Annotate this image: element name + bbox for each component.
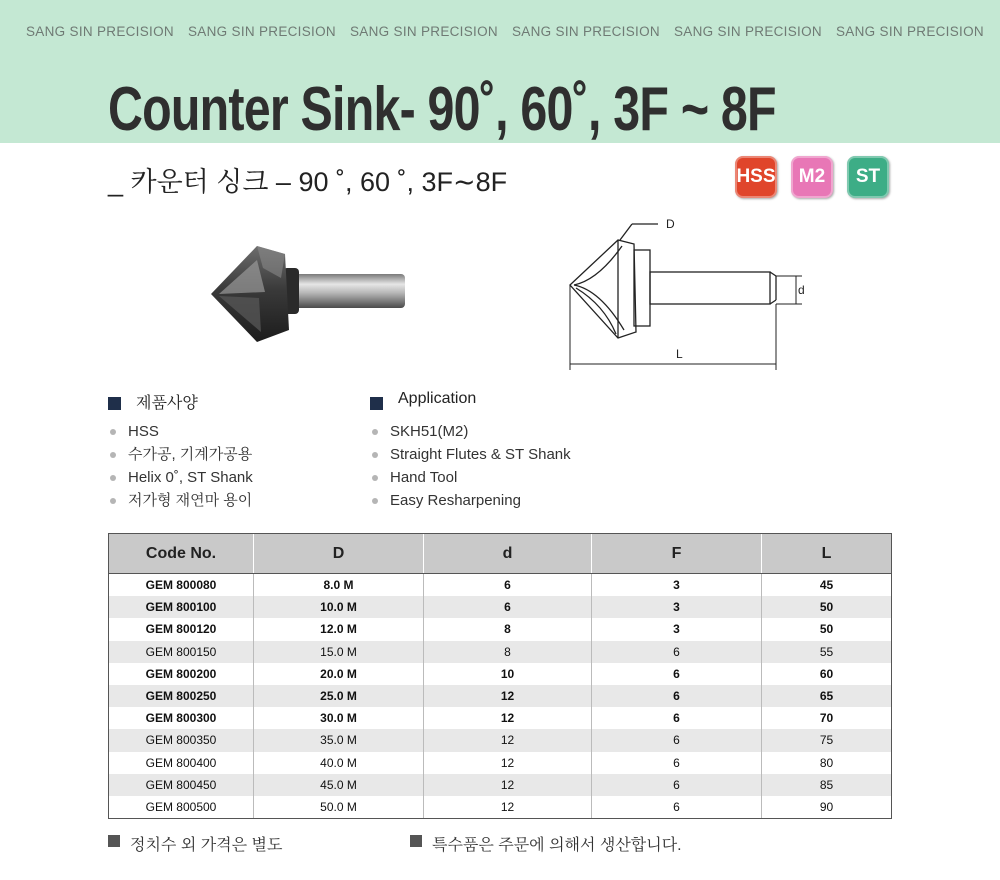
d-cell: 15.0 M: [254, 641, 424, 663]
d-cell: 12.0 M: [254, 618, 424, 640]
list-item: SKH51(M2): [370, 420, 571, 443]
list-item: Helix 0˚, ST Shank: [108, 466, 253, 489]
application-heading: Application: [398, 390, 477, 407]
brand-text: SANG SIN PRECISION: [836, 24, 984, 39]
flutes-cell: 3: [592, 596, 762, 618]
table-row: [109, 663, 892, 685]
st-badge: ST: [847, 156, 889, 198]
length-cell: 55: [762, 641, 892, 663]
spec-table: [108, 533, 892, 819]
brand-text: SANG SIN PRECISION: [512, 24, 660, 39]
shank-cell: 12: [424, 685, 592, 707]
hss-badge: HSS: [735, 156, 777, 198]
table-row: [109, 796, 892, 819]
code-cell: GEM 800500: [109, 796, 254, 819]
shank-cell: 6: [424, 596, 592, 618]
d-cell: 50.0 M: [254, 796, 424, 819]
note-bullet-square: [108, 835, 120, 847]
length-cell: 70: [762, 707, 892, 729]
table-row: [109, 596, 892, 618]
brand-text: SANG SIN PRECISION: [674, 24, 822, 39]
code-cell: GEM 800250: [109, 685, 254, 707]
shank-cell: 12: [424, 707, 592, 729]
table-row: [109, 685, 892, 707]
code-cell: GEM 800450: [109, 774, 254, 796]
length-cell: 45: [762, 574, 892, 597]
flutes-cell: 3: [592, 574, 762, 597]
d-cell: 8.0 M: [254, 574, 424, 597]
column-header: d: [424, 534, 592, 574]
d-cell: 35.0 M: [254, 729, 424, 751]
code-cell: GEM 800200: [109, 663, 254, 685]
list-item: 수가공, 기계가공용: [108, 443, 253, 466]
specs-list: [108, 420, 253, 512]
brand-text: SANG SIN PRECISION: [188, 24, 336, 39]
shank-cell: 8: [424, 618, 592, 640]
custom-order-note: 특수품은 주문에 의해서 생산합니다.: [432, 837, 682, 854]
table-row: [109, 641, 892, 663]
flutes-cell: 6: [592, 774, 762, 796]
shank-diameter-label: d: [798, 283, 805, 297]
d-cell: 30.0 M: [254, 707, 424, 729]
table-row: [109, 752, 892, 774]
code-cell: GEM 800150: [109, 641, 254, 663]
d-cell: 25.0 M: [254, 685, 424, 707]
code-cell: GEM 800300: [109, 707, 254, 729]
table-row: [109, 729, 892, 751]
column-header: L: [762, 534, 892, 574]
length-label: L: [676, 347, 683, 361]
shank-cell: 12: [424, 774, 592, 796]
length-cell: 85: [762, 774, 892, 796]
flutes-cell: 6: [592, 796, 762, 819]
shank-cell: 12: [424, 752, 592, 774]
shank-cell: 8: [424, 641, 592, 663]
application-list: [370, 420, 571, 512]
specs-bullet-square: [108, 397, 121, 410]
length-cell: 75: [762, 729, 892, 751]
code-cell: GEM 800120: [109, 618, 254, 640]
brand-text: SANG SIN PRECISION: [26, 24, 174, 39]
code-cell: GEM 800400: [109, 752, 254, 774]
flutes-cell: 6: [592, 641, 762, 663]
brand-row: [0, 24, 1000, 42]
d-cell: 45.0 M: [254, 774, 424, 796]
flutes-cell: 6: [592, 685, 762, 707]
brand-text: SANG SIN PRECISION: [350, 24, 498, 39]
list-item: Easy Resharpening: [370, 489, 571, 512]
table-row: [109, 707, 892, 729]
flutes-cell: 6: [592, 729, 762, 751]
length-cell: 60: [762, 663, 892, 685]
code-cell: GEM 800350: [109, 729, 254, 751]
page-subtitle: _ 카운터 싱크 – 90 ˚, 60 ˚, 3F∼8F: [108, 167, 508, 197]
length-cell: 65: [762, 685, 892, 707]
shank-cell: 12: [424, 729, 592, 751]
countersink-diagram: [560, 210, 810, 375]
page-title: Counter Sink- 90˚, 60˚, 3F ~ 8F: [108, 75, 776, 144]
flutes-cell: 6: [592, 752, 762, 774]
table-row: [109, 618, 892, 640]
column-header: F: [592, 534, 762, 574]
list-item: Hand Tool: [370, 466, 571, 489]
column-header: Code No.: [109, 534, 254, 574]
length-cell: 50: [762, 596, 892, 618]
d-cell: 10.0 M: [254, 596, 424, 618]
length-cell: 50: [762, 618, 892, 640]
d-cell: 20.0 M: [254, 663, 424, 685]
shank-cell: 12: [424, 796, 592, 819]
length-cell: 80: [762, 752, 892, 774]
code-cell: GEM 800100: [109, 596, 254, 618]
m2-badge: M2: [791, 156, 833, 198]
shank-cell: 10: [424, 663, 592, 685]
note-bullet-square: [410, 835, 422, 847]
d-leader-line: [620, 224, 632, 240]
specs-heading: 제품사양: [136, 395, 198, 412]
d-cell: 40.0 M: [254, 752, 424, 774]
list-item: HSS: [108, 420, 253, 443]
price-note: 정치수 외 가격은 별도: [130, 837, 283, 854]
table-row: [109, 774, 892, 796]
list-item: 저가형 재연마 용이: [108, 489, 253, 512]
flutes-cell: 6: [592, 663, 762, 685]
countersink-photo: [205, 238, 415, 348]
length-cell: 90: [762, 796, 892, 819]
table-header-row: [109, 534, 892, 574]
application-bullet-square: [370, 397, 383, 410]
flutes-cell: 3: [592, 618, 762, 640]
flutes-cell: 6: [592, 707, 762, 729]
diameter-label: D: [666, 217, 675, 231]
table-row: [109, 574, 892, 597]
code-cell: GEM 800080: [109, 574, 254, 597]
list-item: Straight Flutes & ST Shank: [370, 443, 571, 466]
column-header: D: [254, 534, 424, 574]
shank-cell: 6: [424, 574, 592, 597]
